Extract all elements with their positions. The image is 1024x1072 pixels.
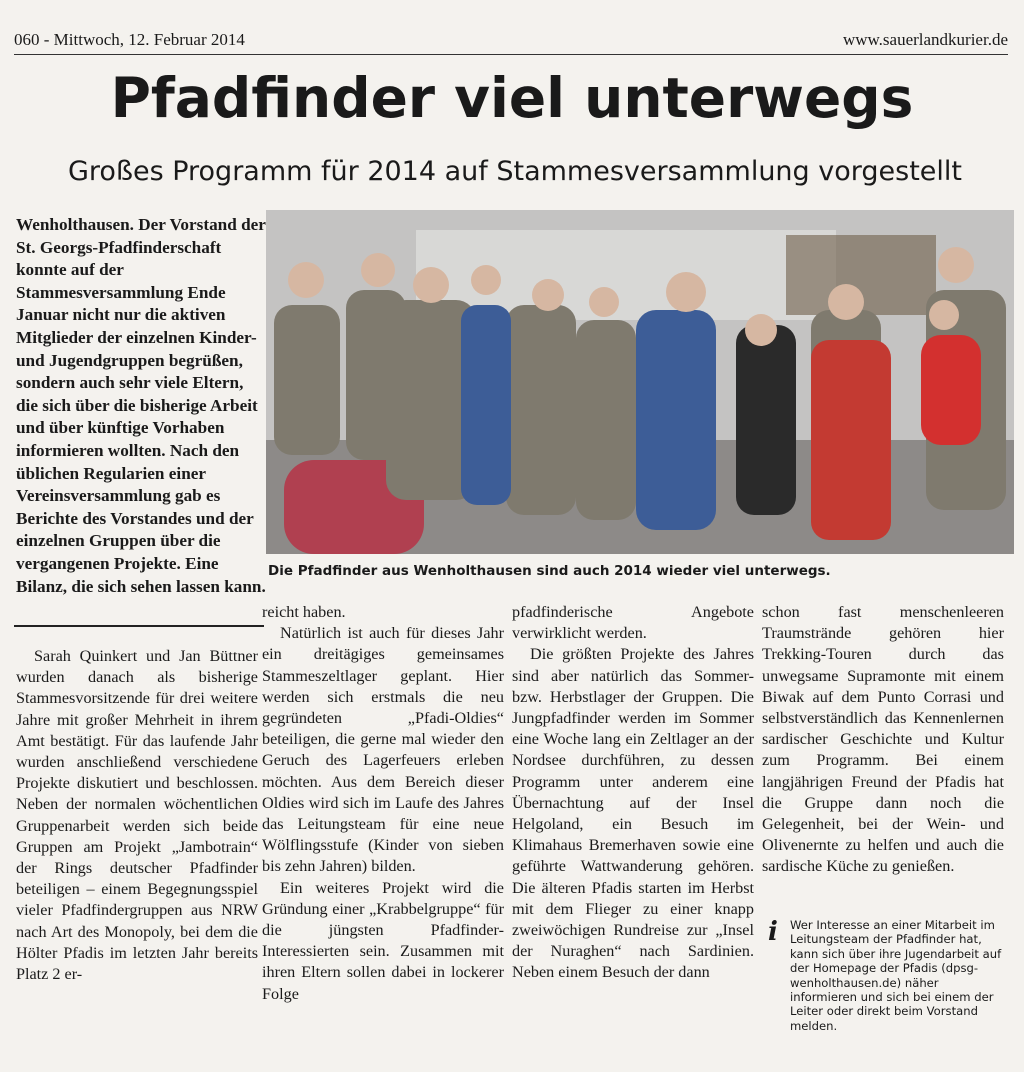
info-text: Wer Interesse an einer Mitarbeit im Leitungsteam der Pfadfinder hat, kann sich über ihre Jugendarbeit auf der Homepage der Pfadis (dpsg-wenholthausen.de) näher informieren und sich bei einem der Leiter oder direkt beim Vorstand melden. [790,918,1002,1033]
issue-date: 060 - Mittwoch, 12. Februar 2014 [14,30,245,49]
column-2-text-b: Natürlich ist auch für dieses Jahr ein dreitägiges gemeinsames Stammeszeltlager geplant. Hier werden sich erstmals die neu gegründeten „Pfadi-Oldies“ beteiligen, die gerne mal wieder den Geruch des Lagerfeuers erleben möchten. Aus dem Bereich dieser Oldies wird sich im Laufe des Jahres das Leitungsteam für eine neue Wölflingsstufe (Kinder von sieben bis zehn Jahren) bilden. [262,624,504,876]
column-3-text-a: pfadfinderische Angebote verwirklicht werden. [512,603,754,643]
article-column-1 [16,646,258,985]
lead-paragraph [16,214,266,598]
article-column-2 [262,602,504,1005]
site-url[interactable]: www.sauerlandkurier.de [842,30,1008,49]
subheadline: Großes Programm für 2014 auf Stammesversammlung vorgestellt [68,156,962,187]
lead-separator [14,625,264,627]
article-column-4 [762,602,1004,878]
column-4-text: schon fast menschenleeren Traumstrände gehören hier Trekking-Touren durch das unwegsame Supramonte mit einem Biwak auf dem Punto Corrasi und selbstverständlich das Kennenlernen sardischer Geschichte und Kultur zum Programm. Bei einem langjährigen Freund der Pfadis hat die Gruppe dann noch die Gelegenheit, bei der Wein- und Olivenernte zu helfen und auch die sardische Küche zu genießen. [762,603,1004,876]
column-3-text-b: Die größten Projekte des Jahres sind aber natürlich das Sommer- bzw. Herbstlager der Gruppen. Die Jungpfadfinder werden im Sommer eine Woche lang ein Zeltlager an der Nordsee durchführen, zu dessen Programm unter anderem eine Übernachtung auf der Insel Helgoland, ein Besuch im Klimahaus Bremerhaven sowie eine geführte Wattwanderung gehören. Die älteren Pfadis starten im Herbst mit dem Flieger zu einer knapp zweiwöchigen Rundreise zur „Insel der Nuraghen“ nach Sardinien. Neben einem Besuch der dann [512,645,754,982]
column-1-text: Sarah Quinkert und Jan Büttner wurden danach als bisherige Stammesvorsitzende für drei weitere Jahre mit großer Mehrheit in ihrem Amt bestätigt. Für das laufende Jahr wurden anschließend verschiedene Projekte diskutiert und beschlossen. Neben der normalen wöchentlichen Gruppenarbeit werden sich beide Gruppen am Projekt „Jambotrain“ der Rings deutscher Pfadfinder beteiligen – einem Begegnungsspiel vieler Pfadfindergruppen aus NRW nach Art des Monopoly, bei dem die Hölter Pfadis im letzten Jahr bereits Platz 2 er- [16,647,258,984]
headline: Pfadfinder viel unterwegs [110,66,914,130]
lead-text: Wenholthausen. Der Vorstand der St. Georgs-Pfadfinderschaft konnte auf der Stammesversammlung Ende Januar nicht nur die aktiven Mitglieder der einzelnen Kinder- und Jugendgruppen begrüßen, sondern auch sehr viele Eltern, die sich über die bisherige Arbeit und über künftige Vorhaben informieren wollten. Nach den üblichen Regularien einer Vereinsversammlung gab es Berichte des Vorstandes und der einzelnen Gruppen über die vergangenen Projekte. Eine Bilanz, die sich sehen lassen kann. [16,215,266,596]
info-icon: i [768,917,778,947]
page-header [14,28,1008,50]
column-2-text-a: reicht haben. [262,603,346,621]
group-photo-illustration [266,210,1014,554]
info-box [768,918,1008,1033]
group-photo [266,210,1014,554]
column-2-text-c: Ein weiteres Projekt wird die Gründung einer „Krabbelgruppe“ für die jüngsten Pfadfinder-Interessierten sein. Zusammen mit ihren Eltern sollen dabei in lockerer Folge [262,878,504,1003]
article-column-3 [512,602,754,984]
header-rule [14,54,1008,55]
photo-caption: Die Pfadfinder aus Wenholthausen sind auch 2014 wieder viel unterwegs. [268,563,831,579]
